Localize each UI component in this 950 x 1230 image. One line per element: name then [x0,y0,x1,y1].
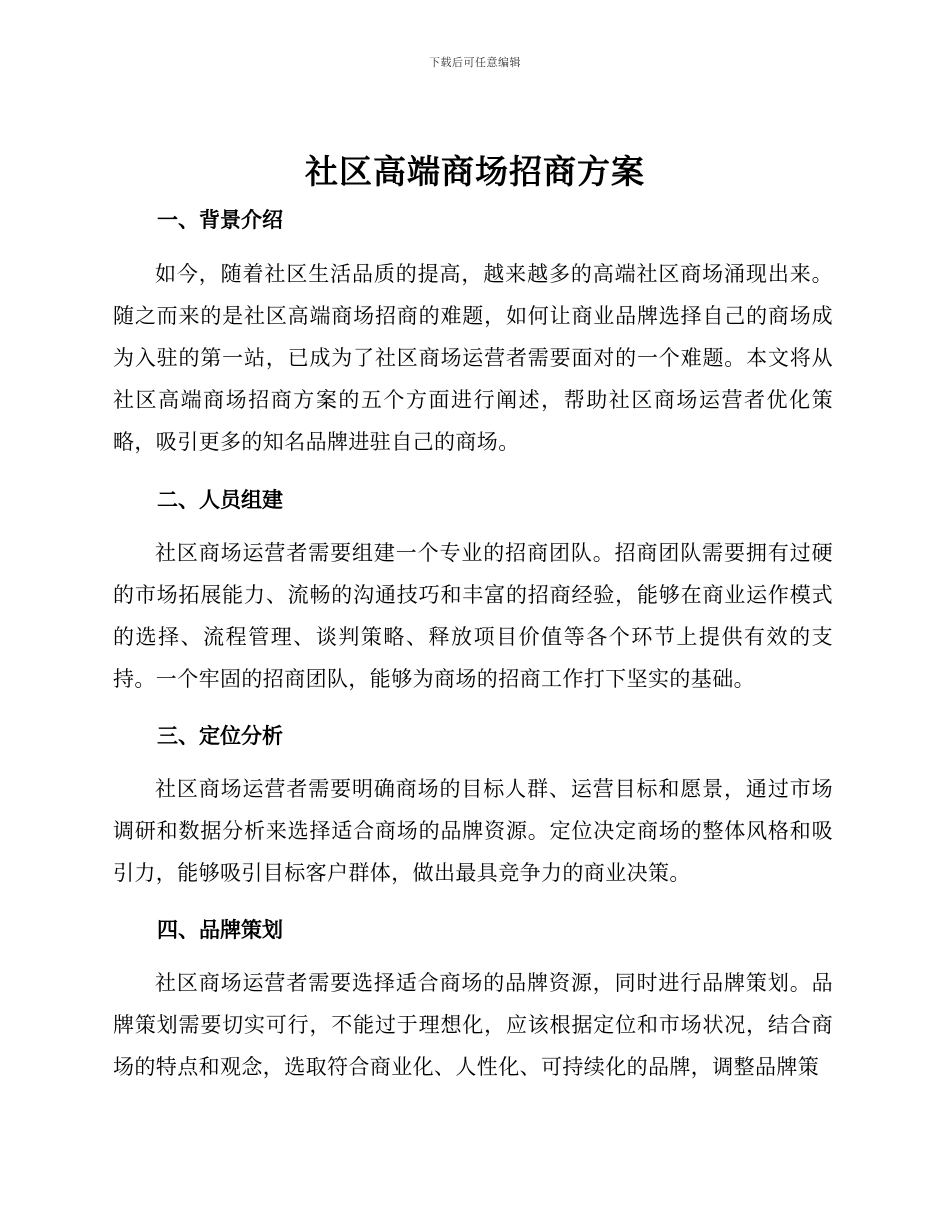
section-heading-brand-planning: 四、品牌策划 [157,918,283,942]
section-body-brand-planning: 社区商场运营者需要选择适合商场的品牌资源，同时进行品牌策划。品牌策划需要切实可行，不能过于理想化，应该根据定位和市场状况，结合商场的特点和观念，选取符合商业化、人性化、可持续化的品牌，调整品牌策 [113,971,833,1079]
section-heading-staffing: 二、人员组建 [157,488,283,512]
section-body-staffing: 社区商场运营者需要组建一个专业的招商团队。招商团队需要拥有过硬的市场拓展能力、流畅的沟通技巧和丰富的招商经验，能够在商业运作模式的选择、流程管理、谈判策略、释放项目价值等各个环节上提供有效的支持。一个牢固的招商团队，能够为商场的招商工作打下坚实的基础。 [113,541,833,691]
page-header-note: 下载后可任意编辑 [429,56,521,69]
section-heading-positioning: 三、定位分析 [157,724,283,748]
section-heading-background: 一、背景介绍 [157,208,283,232]
section-body-positioning: 社区商场运营者需要明确商场的目标人群、运营目标和愿景，通过市场调研和数据分析来选择适合商场的品牌资源。定位决定商场的整体风格和吸引力，能够吸引目标客户群体，做出最具竞争力的商业决策。 [113,777,833,885]
section-body-background: 如今，随着社区生活品质的提高，越来越多的高端社区商场涌现出来。随之而来的是社区高端商场招商的难题，如何让商业品牌选择自己的商场成为入驻的第一站，已成为了社区商场运营者需要面对的一个难题。本文将从社区高端商场招商方案的五个方面进行阐述，帮助社区商场运营者优化策略，吸引更多的知名品牌进驻自己的商场。 [113,262,833,454]
document-title: 社区高端商场招商方案 [305,152,645,191]
